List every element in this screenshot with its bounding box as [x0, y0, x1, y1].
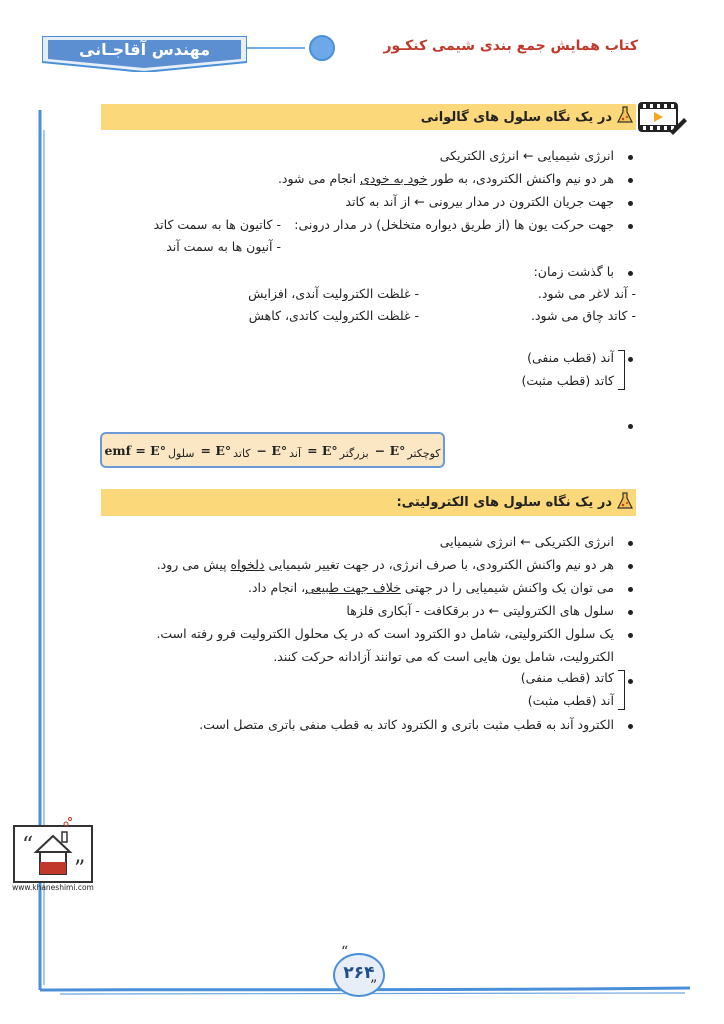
- emf-eq2: = E°: [307, 442, 338, 458]
- emf-minus2: − E°: [374, 442, 406, 458]
- s2-b2-pre: هر دو نیم واکنش الکترودی، با صرف انرژی، در جهت تغییر شیمیایی: [264, 557, 614, 572]
- s1-cathode-conc: - غلظت الکترولیت کاتدی، کاهش: [248, 308, 419, 323]
- bullet-dot: [628, 271, 633, 276]
- s1-cathode-thick: - کاتد چاق می شود.: [530, 308, 636, 323]
- bracket: [618, 350, 625, 390]
- bullet-dot: [628, 564, 633, 569]
- s2-bullet-5-cont: الکترولیت، شامل یون هایی است که می توانند آزادانه حرکت کنند.: [273, 649, 614, 664]
- s1-anode-conc: - غلظت الکترولیت آندی، افزایش: [248, 286, 419, 301]
- emf-lhs: emf = E°: [104, 442, 166, 458]
- bullet-dot: [628, 224, 633, 229]
- bullet-dot: [628, 610, 633, 615]
- author-name: مهندس آقاجـانی: [78, 40, 211, 59]
- bullet-dot: [628, 541, 633, 546]
- s1-bullet-1: انرژی شیمیایی ← انرژی الکتریکی: [439, 148, 614, 163]
- flask-icon: [617, 106, 633, 128]
- bullet-dot: [628, 424, 633, 429]
- s1-bullet-2: [278, 171, 614, 186]
- emf-formula: [100, 432, 445, 468]
- bullet-dot: [628, 357, 633, 362]
- bullet-dot: [628, 587, 633, 592]
- bullet-dot: [628, 201, 633, 206]
- s2-bullet-1: انرژی الکتریکی ← انرژی شیمیایی: [439, 534, 614, 549]
- book-title: کتاب همایش جمع بندی شیمی کنکـور: [383, 38, 638, 54]
- bullet-dot: [628, 178, 633, 183]
- s2-cathode-pole: کاتد (قطب منفی): [520, 670, 614, 685]
- section1-title: در یک نگاه سلول های گالوانی: [420, 110, 612, 125]
- flask-icon: [617, 492, 633, 514]
- khaneshimi-logo: [12, 812, 94, 894]
- bracket: [618, 670, 625, 710]
- s2-b3-underlined: خلاف جهت طبیعی: [305, 580, 401, 595]
- s1-bullet-5: با گذشت زمان:: [533, 264, 614, 279]
- svg-text:”: ”: [74, 857, 86, 882]
- s1-cation-direction: - کاتیون ها به سمت کاتد: [153, 217, 281, 232]
- s2-bullet-2: [157, 557, 614, 572]
- s1-b2-pre: هر دو نیم واکنش الکترودی، به طور: [427, 171, 614, 186]
- video-lesson-icon: [638, 100, 688, 140]
- emf-sub-anode: آند: [289, 446, 302, 460]
- s2-bullet-3: [248, 580, 614, 595]
- s1-b2-post: انجام می شود.: [277, 171, 361, 186]
- svg-text:“: “: [22, 833, 34, 858]
- emf-minus1: − E°: [256, 442, 288, 458]
- s1-bullet-3: جهت جریان الکترون در مدار بیرونی ← از آند به کاتد: [345, 194, 614, 209]
- s2-b2-underlined: دلخواه: [230, 557, 265, 572]
- s2-anode-pole: آند (قطب مثبت): [527, 693, 614, 708]
- s1-anion-direction: - آنیون ها به سمت آند: [166, 239, 281, 254]
- s2-b3-pre: می توان یک واکنش شیمیایی را در جهتی: [400, 580, 614, 595]
- s2-bullet-7: الکترود آند به قطب مثبت باتری و الکترود کاتد به قطب منفی باتری متصل است.: [199, 717, 614, 732]
- header-circle: [309, 35, 335, 61]
- emf-sub-smaller: کوچکتر: [407, 446, 441, 460]
- s2-bullet-4: سلول های الکترولیتی ← در برقکافت - آبکاری فلزها: [346, 603, 614, 618]
- section2-title: در یک نگاه سلول های الکترولیتی:: [396, 495, 612, 510]
- emf-sub-cell: سلول: [167, 446, 195, 460]
- s2-bullet-5: یک سلول الکترولیتی، شامل دو الکترود است که در یک محلول الکترولیت فرو رفته است.: [156, 626, 614, 641]
- page-number: ۲۶۴: [343, 963, 375, 983]
- bullet-dot: [628, 724, 633, 729]
- s1-bullet-4: جهت حرکت یون ها (از طریق دیواره متخلخل) در مدار درونی:: [294, 217, 614, 232]
- emf-sub-bigger: بزرگتر: [339, 446, 369, 460]
- s2-b2-post: پیش می رود.: [156, 557, 231, 572]
- bullet-dot: [628, 679, 633, 684]
- s1-b2-underlined: خود به خودی: [360, 171, 428, 186]
- bullet-dot: [628, 155, 633, 160]
- emf-sub-cathode: کاتد: [233, 446, 251, 460]
- quote-mark: ”: [370, 978, 378, 994]
- s1-anode-thin: - آند لاغر می شود.: [537, 286, 636, 301]
- bullet-dot: [628, 633, 633, 638]
- emf-eq1: = E°: [200, 442, 232, 458]
- website-url: www.khaneshimi.com: [12, 883, 94, 892]
- s2-b3-post: ، انجام داد.: [247, 580, 306, 595]
- author-banner: [42, 36, 247, 72]
- quote-mark: “: [341, 944, 349, 960]
- s1-anode-pole: آند (قطب منفی): [527, 350, 614, 365]
- s1-cathode-pole: کاتد (قطب مثبت): [521, 373, 614, 388]
